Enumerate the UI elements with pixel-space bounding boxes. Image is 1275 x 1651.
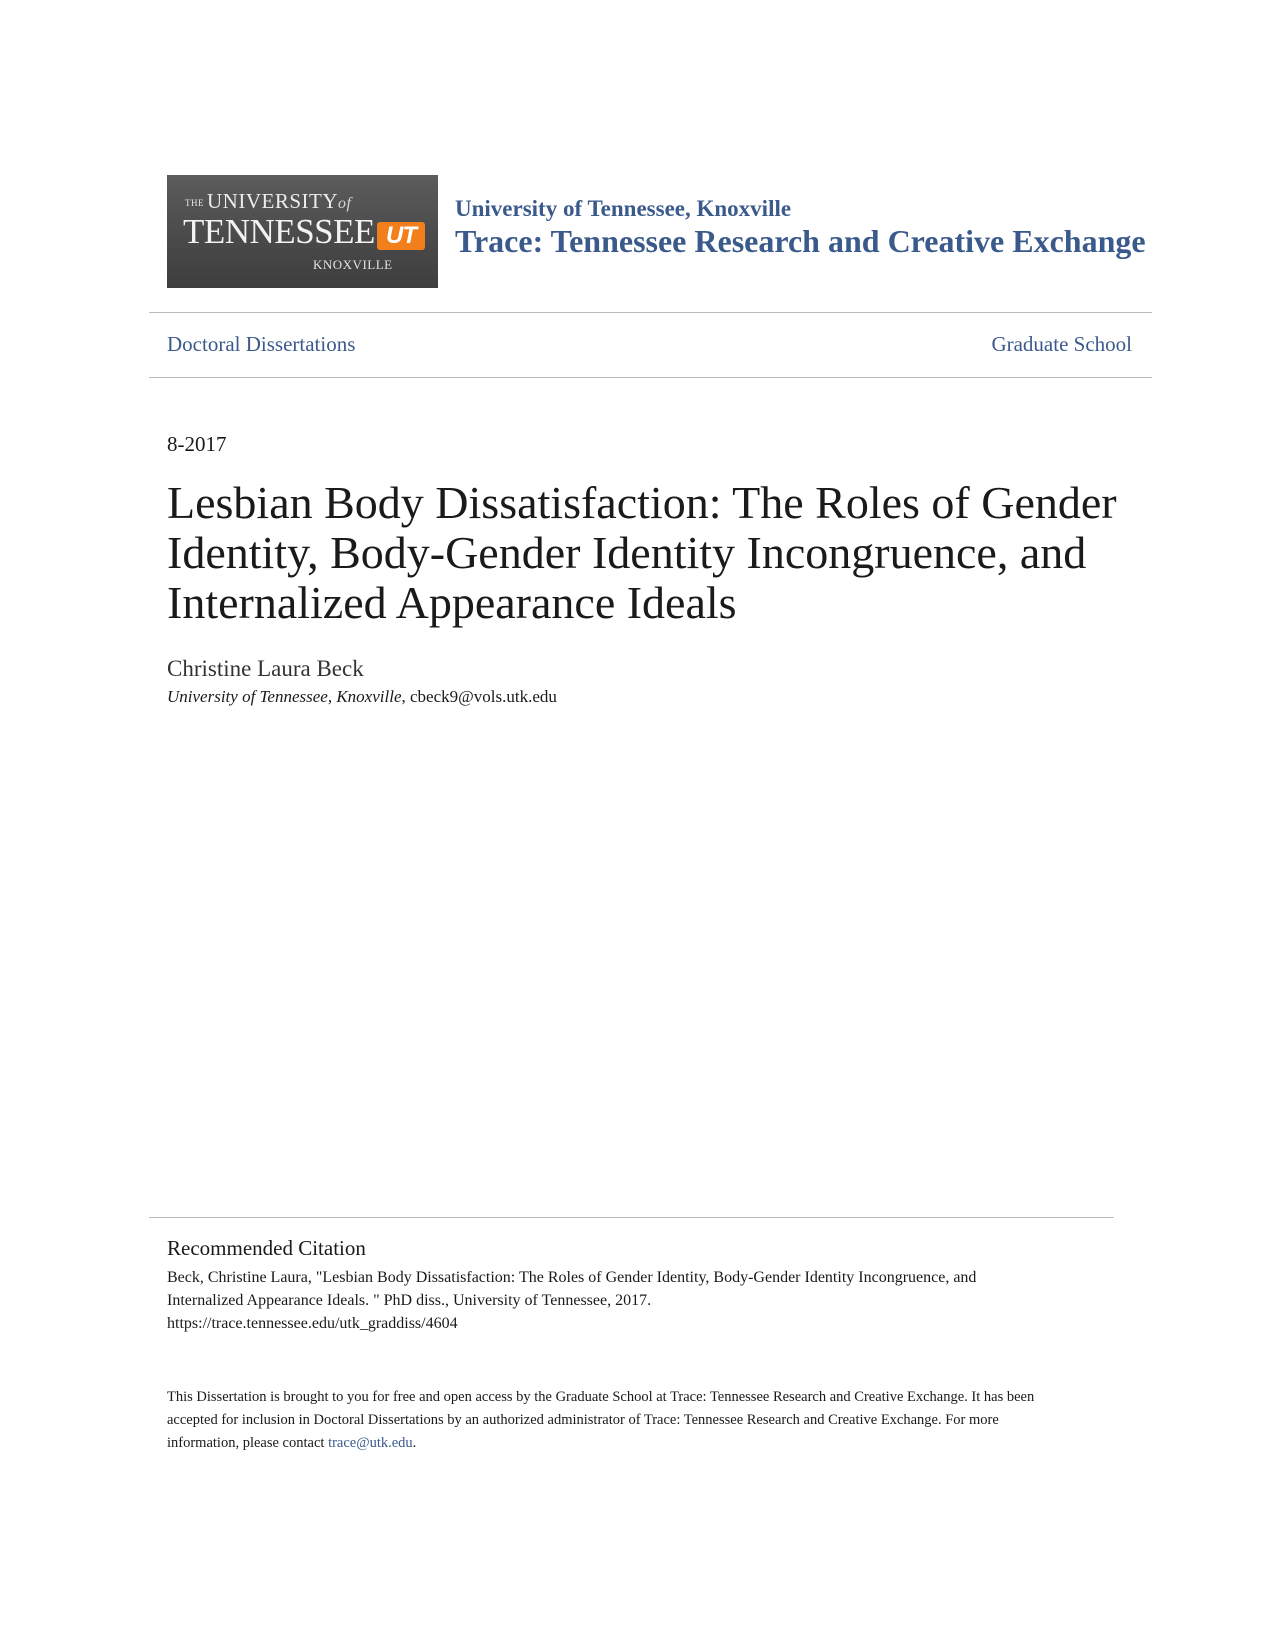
- document-title: Lesbian Body Dissatisfaction: The Roles of Gender Identity, Body-Gender Identity Incongruence, and Internalized Appearance Ideals: [167, 477, 1117, 628]
- logo-the-text: THE: [185, 198, 204, 208]
- citation-divider: [149, 1217, 1114, 1218]
- citation-text: [167, 1266, 1087, 1335]
- logo-tennessee-text: TENNESSEE: [183, 212, 375, 251]
- notice-line: accepted for inclusion in Doctoral Dissertations by an authorized administrator of Trace: Tennessee Research and Creative Exchange. For more: [167, 1412, 999, 1428]
- header-divider-bottom: [149, 377, 1152, 378]
- ut-mark-icon: UT: [377, 222, 425, 250]
- logo-knoxville-text: KNOXVILLE: [313, 257, 393, 272]
- logo-of-text: of: [338, 195, 352, 212]
- university-logo[interactable]: [167, 175, 438, 288]
- institution-name[interactable]: University of Tennessee, Knoxville: [455, 196, 792, 221]
- notice-prefix: information, please contact: [167, 1435, 329, 1451]
- collection-link[interactable]: Doctoral Dissertations: [167, 332, 356, 356]
- access-notice: [167, 1386, 1107, 1455]
- publication-date: 8-2017: [167, 432, 227, 456]
- logo-university-text: [207, 189, 351, 214]
- citation-url: https://trace.tennessee.edu/utk_graddiss/4604: [167, 1315, 458, 1332]
- author-name: Christine Laura Beck: [167, 656, 364, 681]
- affiliation-institution: University of Tennessee, Knoxville: [167, 687, 402, 706]
- repository-name[interactable]: Trace: Tennessee Research and Creative Exchange: [455, 223, 1146, 259]
- school-link[interactable]: Graduate School: [991, 332, 1132, 356]
- citation-line: Beck, Christine Laura, "Lesbian Body Dissatisfaction: The Roles of Gender Identity, Body-Gender Identity Incongruence, and: [167, 1269, 977, 1286]
- notice-suffix: .: [412, 1435, 417, 1451]
- citation-heading: Recommended Citation: [167, 1236, 366, 1260]
- contact-email-link[interactable]: trace@utk.edu: [328, 1435, 413, 1451]
- logo-university-word: UNIVERSITY: [207, 189, 338, 213]
- author-email: cbeck9@vols.utk.edu: [410, 687, 557, 706]
- notice-line: This Dissertation is brought to you for free and open access by the Graduate School at Trace: Tennessee Research and Creative Exchange. It has been: [167, 1389, 1035, 1405]
- header-divider-top: [149, 312, 1152, 313]
- notice-line-contact: [167, 1432, 1107, 1455]
- author-affiliation: University of Tennessee, Knoxville, cbeck9@vols.utk.edu: [167, 687, 557, 706]
- citation-line: Internalized Appearance Ideals. " PhD diss., University of Tennessee, 2017.: [167, 1292, 652, 1309]
